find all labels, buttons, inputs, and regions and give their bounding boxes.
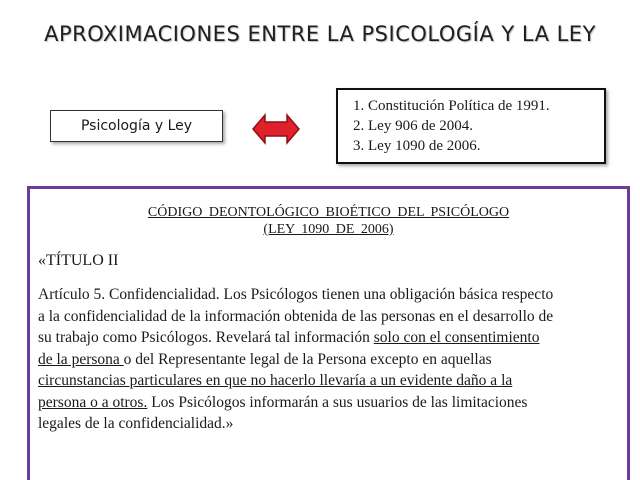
slide-title: APROXIMACIONES ENTRE LA PSICOLOGÍA Y LA LEY <box>44 22 596 46</box>
article-underlined-segment: persona o a otros. <box>38 393 148 411</box>
article-text <box>38 284 630 435</box>
psychology-law-box <box>50 110 223 142</box>
code-heading <box>27 204 630 238</box>
law-item: 2. Ley 906 de 2004. <box>353 118 473 134</box>
article-line <box>38 327 630 349</box>
article-segment: o del Representante legal de la Persona excepto en aquellas <box>123 350 492 368</box>
article-line <box>38 392 630 414</box>
laws-list-box <box>336 88 606 164</box>
article-line: circunstancias particulares en que no hacerlo llevaría a un evidente daño a la <box>38 372 513 389</box>
law-item: 3. Ley 1090 de 2006. <box>353 138 481 154</box>
article-underlined-segment: solo con el consentimiento <box>373 329 540 346</box>
code-heading-line2: (LEY 1090 DE 2006) <box>263 222 394 237</box>
article-line: Artículo 5. Confidencialidad. Los Psicólogos tienen una obligación básica respecto <box>38 286 554 303</box>
article-line: legales de la confidencialidad.» <box>38 415 234 432</box>
article-line <box>38 349 630 371</box>
law-item: 1. Constitución Política de 1991. <box>353 98 550 114</box>
article-line: a la confidencialidad de la información obtenida de las personas en el desarrollo de <box>38 307 554 325</box>
article-segment: su trabajo como Psicólogos. Revelará tal información <box>38 329 374 346</box>
titulo-label: «TÍTULO II <box>38 252 119 269</box>
psychology-law-label: Psicología y Ley <box>80 118 193 134</box>
double-arrow-icon <box>251 112 301 146</box>
laws-list <box>353 96 594 156</box>
article-segment: Los Psicólogos informarán a sus usuarios de las limitaciones <box>147 393 528 411</box>
code-heading-line1: CÓDIGO DEONTOLÓGICO BIOÉTICO DEL PSICÓLOGO <box>147 205 510 220</box>
article-underlined-segment: de la persona <box>38 350 124 368</box>
